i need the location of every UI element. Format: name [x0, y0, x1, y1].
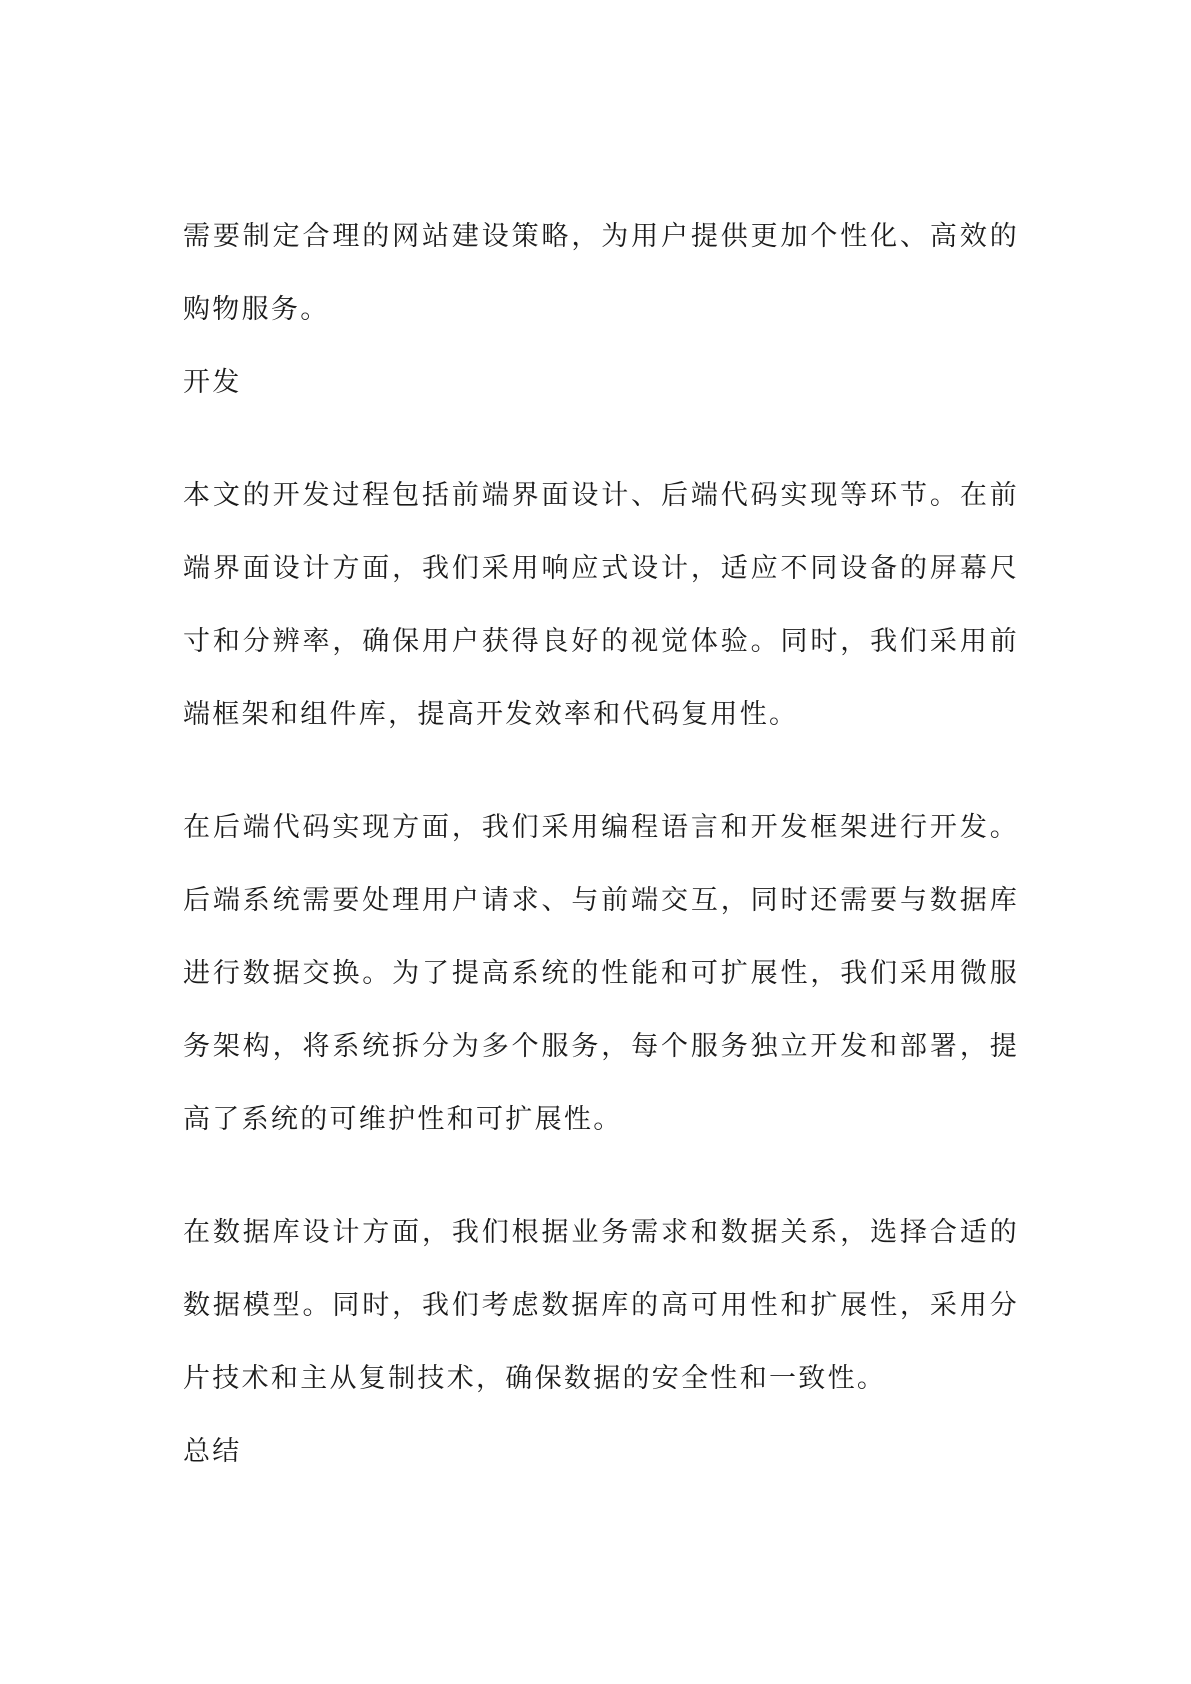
- paragraph-development-frontend: 本文的开发过程包括前端界面设计、后端代码实现等环节。在前端界面设计方面，我们采用响应式设计，适应不同设备的屏幕尺寸和分辨率，确保用户获得良好的视觉体验。同时，我们采用前端框架和组件库，提高开发效率和代码复用性。: [183, 480, 1019, 730]
- paragraph-development-backend: 在后端代码实现方面，我们采用编程语言和开发框架进行开发。后端系统需要处理用户请求、与前端交互，同时还需要与数据库进行数据交换。为了提高系统的性能和可扩展性，我们采用微服务架构，将系统拆分为多个服务，每个服务独立开发和部署，提高了系统的可维护性和可扩展性。: [183, 812, 1019, 1135]
- section-heading-development: 开发: [183, 367, 242, 398]
- paragraph-intro-end: 需要制定合理的网站建设策略，为用户提供更加个性化、高效的购物服务。: [183, 221, 1019, 325]
- paragraph-development-database: 在数据库设计方面，我们根据业务需求和数据关系，选择合适的数据模型。同时，我们考虑数据库的高可用性和扩展性，采用分片技术和主从复制技术，确保数据的安全性和一致性。: [183, 1217, 1019, 1394]
- document-body: [183, 200, 1019, 1488]
- section-heading-summary: 总结: [183, 1436, 242, 1467]
